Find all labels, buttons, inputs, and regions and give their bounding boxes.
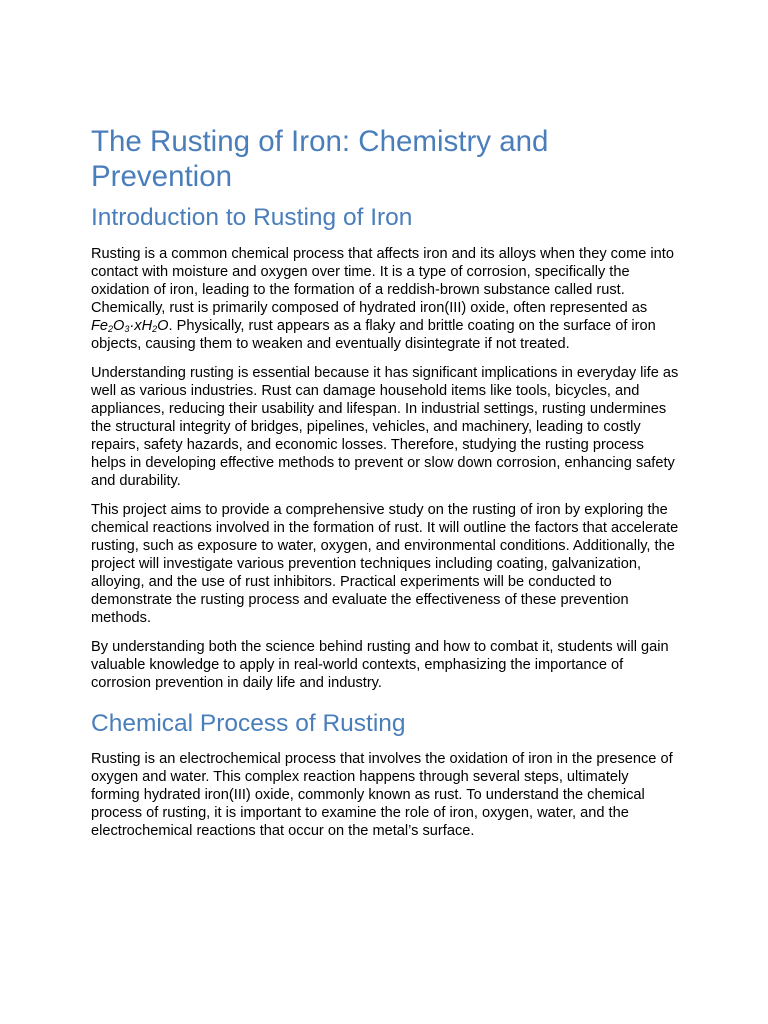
- paragraph-intro-3: This project aims to provide a comprehensive study on the rusting of iron by exploring the chemical reactions involved in the formation of rust. It will outline the factors that accelerate rusting, such as exposure to water, oxygen, and environmental conditions. Additionally, the project will investigate various prevention techniques including coating, galvanization, alloying, and the use of rust inhibitors. Practical experiments will be conducted to demonstrate the rusting process and evaluate the effectiveness of these prevention methods.: [91, 502, 679, 626]
- document-page: [91, 124, 681, 851]
- paragraph-text: . Physically, rust appears as a flaky and brittle coating on the surface of iron objects, causing them to weaken and eventually disintegrate if not treated.: [91, 318, 656, 352]
- paragraph-text: Rusting is a common chemical process that affects iron and its alloys when they come into contact with moisture and oxygen over time. It is a type of corrosion, specifically the oxidation of iron, leading to the formation of a reddish-brown substance called rust. Chemically, rust is primarily composed of hydrated iron(III) oxide, often represented as: [91, 246, 674, 316]
- section-heading-chemical-process: Chemical Process of Rusting: [91, 710, 406, 737]
- paragraph-chemical-1: Rusting is an electrochemical process that involves the oxidation of iron in the presence of oxygen and water. This complex reaction happens through several steps, ultimately forming hydrated iron(III) oxide, commonly known as rust. To understand the chemical process of rusting, it is important to examine the role of iron, oxygen, water, and the electrochemical reactions that occur on the metal’s surface.: [91, 751, 673, 839]
- paragraph-intro-2: Understanding rusting is essential because it has significant implications in everyday life as well as various industries. Rust can damage household items like tools, bicycles, and appliances, reducing their usability and lifespan. In industrial settings, rusting undermines the structural integrity of bridges, pipelines, vehicles, and machinery, leading to costly repairs, safety hazards, and economic losses. Therefore, studying the rusting process helps in developing effective methods to prevent or slow down corrosion, enhancing safety and durability.: [91, 365, 679, 489]
- section-heading-introduction: Introduction to Rusting of Iron: [91, 204, 413, 231]
- rust-formula: $Fe_2O_3\cdot xH_2O$: [91, 318, 169, 334]
- paragraph-intro-1: [91, 245, 681, 353]
- document-title: The Rusting of Iron: Chemistry and Prevention: [91, 125, 549, 193]
- paragraph-intro-4: By understanding both the science behind rusting and how to combat it, students will gain valuable knowledge to apply in real-world contexts, emphasizing the importance of corrosion prevention in daily life and industry.: [91, 639, 669, 691]
